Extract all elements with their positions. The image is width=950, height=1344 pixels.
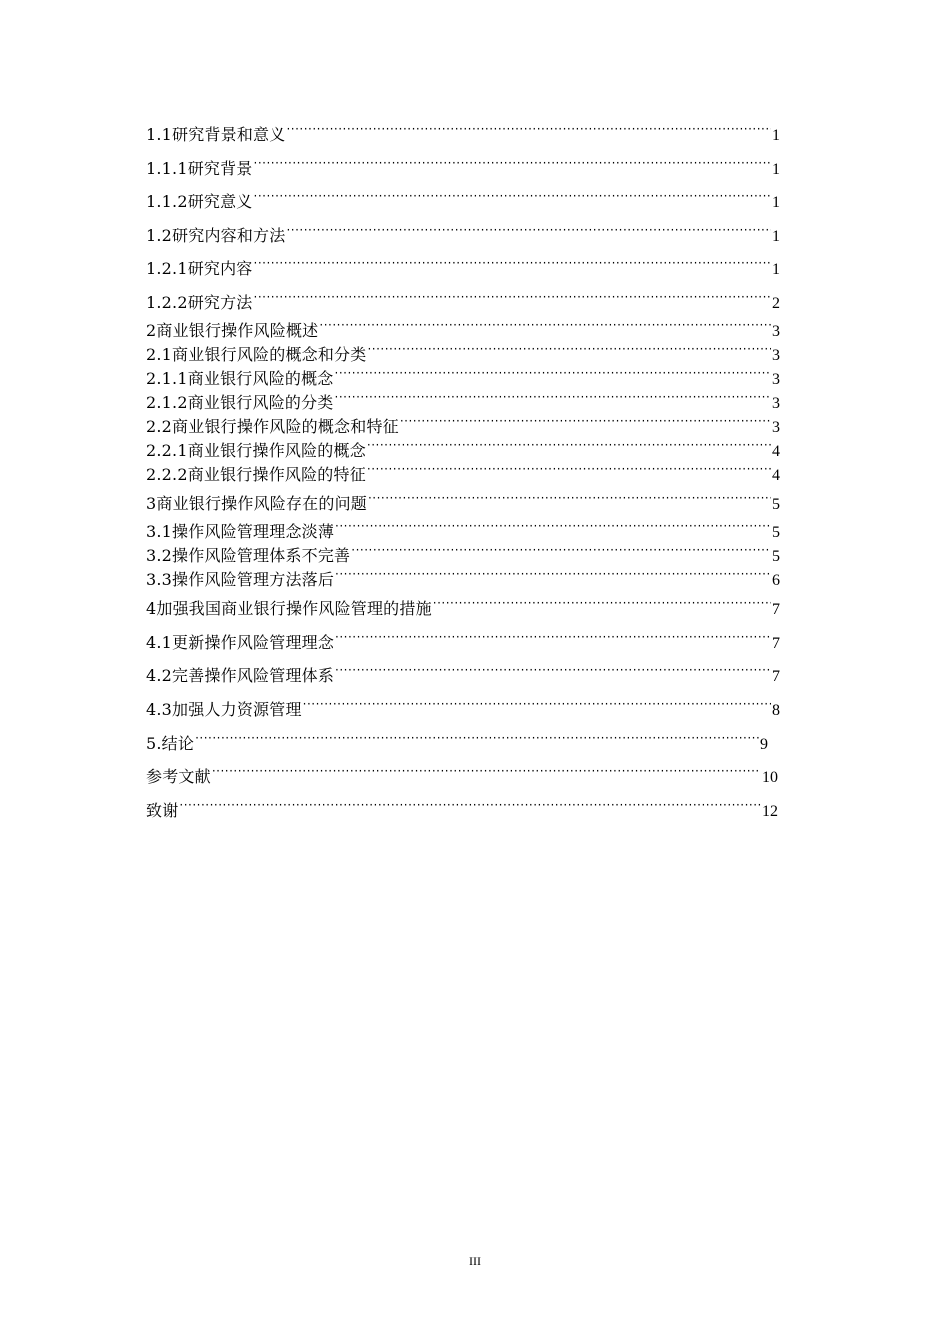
toc-dot-leader — [351, 539, 771, 561]
toc-entry — [146, 626, 780, 652]
toc-entry-label: 3商业银行操作风险存在的问题 — [146, 494, 367, 513]
toc-entry-page: 3 — [772, 323, 780, 340]
toc-entry-label: 1.2.1研究内容 — [146, 259, 253, 278]
toc-entry-page: 9 — [760, 736, 768, 753]
toc-entry-label: 2商业银行操作风险概述 — [146, 321, 319, 340]
toc-entry — [146, 338, 780, 364]
toc-entry-label: 1.1.2研究意义 — [146, 192, 253, 211]
toc-dot-leader — [319, 314, 771, 336]
toc-dot-leader — [335, 659, 771, 681]
toc-entry-label: 参考文献 — [146, 767, 211, 786]
toc-entry — [146, 219, 780, 245]
toc-dot-leader — [367, 338, 771, 360]
toc-entry-page: 3 — [772, 395, 780, 412]
toc-dot-leader — [335, 386, 771, 408]
toc-entry — [146, 539, 780, 565]
toc-entry-page: 1 — [772, 261, 780, 278]
toc-entry-page: 6 — [772, 572, 780, 589]
toc-entry — [146, 794, 778, 820]
toc-entry-page: 5 — [772, 548, 780, 565]
toc-dot-leader — [254, 252, 771, 274]
toc-entry — [146, 487, 780, 513]
toc-entry-label: 2.1.2商业银行风险的分类 — [146, 393, 334, 412]
toc-dot-leader — [368, 487, 771, 509]
toc-dot-leader — [179, 794, 761, 816]
toc-entry-label: 4加强我国商业银行操作风险管理的措施 — [146, 599, 432, 618]
toc-entry-page: 1 — [772, 127, 780, 144]
toc-entry-page: 7 — [772, 635, 780, 652]
toc-dot-leader — [367, 434, 771, 456]
toc-entry — [146, 760, 778, 786]
toc-entry — [146, 410, 780, 436]
toc-entry-page: 8 — [772, 702, 780, 719]
toc-entry-page: 12 — [762, 803, 778, 820]
toc-dot-leader — [335, 563, 771, 585]
toc-entry — [146, 515, 780, 541]
toc-entry-label: 2.2商业银行操作风险的概念和特征 — [146, 417, 399, 436]
toc-entry-label: 1.1研究背景和意义 — [146, 125, 286, 144]
toc-entry — [146, 563, 780, 589]
toc-entry-page: 7 — [772, 601, 780, 618]
toc-dot-leader — [367, 458, 771, 480]
toc-entry — [146, 362, 780, 388]
toc-entry-label: 1.2研究内容和方法 — [146, 226, 286, 245]
toc-entry — [146, 659, 780, 685]
toc-entry — [146, 592, 780, 618]
toc-dot-leader — [254, 152, 771, 174]
toc-dot-leader — [335, 626, 771, 648]
toc-dot-leader — [195, 727, 759, 749]
toc-entry-label: 3.2操作风险管理体系不完善 — [146, 546, 351, 565]
toc-entry-page: 7 — [772, 668, 780, 685]
toc-entry-page: 1 — [772, 194, 780, 211]
toc-entry-page: 2 — [772, 295, 780, 312]
toc-entry-label: 1.1.1研究背景 — [146, 159, 253, 178]
toc-entry-page: 1 — [772, 228, 780, 245]
toc-dot-leader — [303, 693, 771, 715]
toc-entry-label: 2.2.1商业银行操作风险的概念 — [146, 441, 366, 460]
toc-dot-leader — [433, 592, 771, 614]
toc-entry-label: 3.1操作风险管理理念淡薄 — [146, 522, 335, 541]
toc-entry-page: 5 — [772, 524, 780, 541]
toc-dot-leader — [400, 410, 771, 432]
toc-dot-leader — [335, 515, 771, 537]
toc-entry — [146, 727, 768, 753]
toc-entry — [146, 314, 780, 340]
toc-entry-label: 2.2.2商业银行操作风险的特征 — [146, 465, 366, 484]
toc-entry-label: 4.1更新操作风险管理理念 — [146, 633, 335, 652]
toc-dot-leader — [286, 118, 771, 140]
toc-entry-page: 4 — [772, 467, 780, 484]
toc-entry-label: 4.3加强人力资源管理 — [146, 700, 302, 719]
toc-entry-page: 1 — [772, 161, 780, 178]
toc-entry-page: 3 — [772, 371, 780, 388]
toc-entry-page: 3 — [772, 347, 780, 364]
toc-dot-leader — [254, 185, 771, 207]
toc-entry — [146, 386, 780, 412]
toc-entry-label: 2.1商业银行风险的概念和分类 — [146, 345, 367, 364]
toc-entry-label: 致谢 — [146, 801, 179, 820]
footer-page-number: III — [469, 1254, 481, 1268]
toc-entry-page: 3 — [772, 419, 780, 436]
toc-entry — [146, 286, 780, 312]
toc-entry — [146, 185, 780, 211]
toc-entry — [146, 252, 780, 278]
toc-entry — [146, 118, 780, 144]
toc-entry — [146, 693, 780, 719]
toc-entry-page: 4 — [772, 443, 780, 460]
toc-entry-label: 5.结论 — [146, 734, 195, 753]
toc-dot-leader — [286, 219, 771, 241]
toc-entry-page: 10 — [762, 769, 778, 786]
toc-dot-leader — [212, 760, 761, 782]
toc-entry — [146, 152, 780, 178]
toc-entry — [146, 434, 780, 460]
toc-dot-leader — [254, 286, 771, 308]
toc-entry-label: 2.1.1商业银行风险的概念 — [146, 369, 334, 388]
toc-entry-label: 4.2完善操作风险管理体系 — [146, 666, 335, 685]
toc-entry-label: 3.3操作风险管理方法落后 — [146, 570, 335, 589]
toc-entry-page: 5 — [772, 496, 780, 513]
toc-dot-leader — [335, 362, 771, 384]
toc-entry-label: 1.2.2研究方法 — [146, 293, 253, 312]
toc-entry — [146, 458, 780, 484]
